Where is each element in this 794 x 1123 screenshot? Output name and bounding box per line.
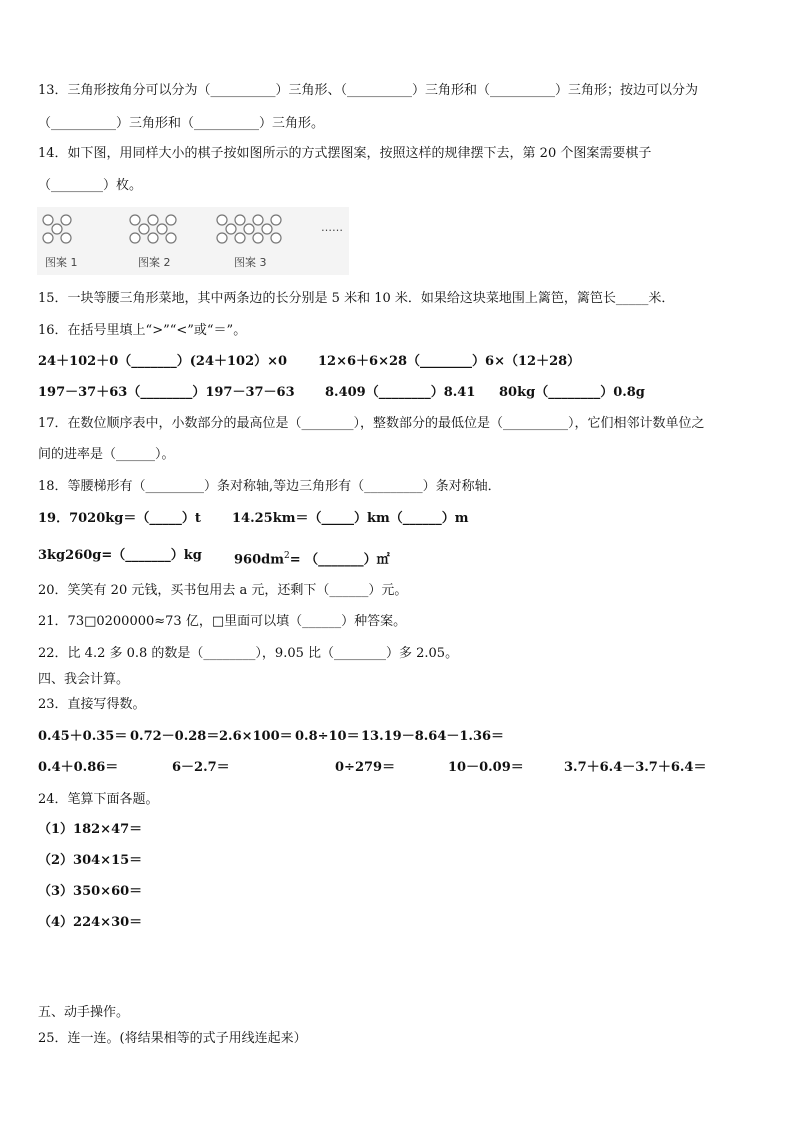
q19-convert-1: 19．7020kg＝（_____）t <box>38 511 201 526</box>
q17-line1: 17．在数位顺序表中，小数部分的最高位是（________），整数部分的最低位是（__________），它们相邻计数单位之 <box>38 416 705 431</box>
q23-item: 0.8÷10＝ <box>295 729 360 744</box>
pattern-ellipsis: …… <box>321 221 343 234</box>
q23-item: 0.4＋0.86＝ <box>38 760 119 775</box>
section-5-heading: 五、动手操作。 <box>38 1005 130 1020</box>
pattern-2-label: 图案 2 <box>138 256 171 269</box>
q23-item: 3.7＋6.4－3.7＋6.4＝ <box>564 760 707 775</box>
q14-line2: （________）枚。 <box>38 178 143 193</box>
q23-item: 2.6×100＝ <box>219 729 293 744</box>
q13-line1: 13．三角形按角分可以分为（__________）三角形、（__________）三角形和（__________）三角形；按边可以分为 <box>38 83 699 98</box>
q21-text: 21．73□0200000≈73 亿，□里面可以填（______）种答案。 <box>38 614 407 629</box>
q16-compare-3: 197－37＋63（________）197－37－63 <box>38 385 295 400</box>
q23-item: 6－2.7＝ <box>172 760 230 775</box>
q19-convert-2: 14.25km＝（_____）km（______）m <box>232 511 469 526</box>
chess-pattern-figure <box>37 207 349 275</box>
q15-text: 15．一块等腰三角形菜地，其中两条边的长分别是 5 米和 10 米．如果给这块菜地围上篱笆，篱笆长_____米． <box>38 291 675 306</box>
pattern-1-label: 图案 1 <box>45 256 78 269</box>
q24-item: （3）350×60＝ <box>38 884 143 899</box>
q16-compare-4: 8.409（________）8.41 <box>325 385 476 400</box>
q23-item: 0÷279＝ <box>335 760 396 775</box>
q23-item: 10－0.09＝ <box>448 760 524 775</box>
q19-convert-3: 3kg260g=（_______）kg <box>38 548 202 563</box>
q18-text: 18．等腰梯形有（_________）条对称轴,等边三角形有（_________）条对称轴． <box>38 479 501 494</box>
q23-item: 0.45＋0.35＝ <box>38 729 128 744</box>
q19-convert-4: $960dm^2=$ （_______）㎡ <box>234 551 390 568</box>
q23-title: 23．直接写得数。 <box>38 697 146 712</box>
q23-item: 13.19－8.64－1.36＝ <box>361 729 505 744</box>
q14-line1: 14．如下图，用同样大小的棋子按如图所示的方式摆图案，按照这样的规律摆下去，第 20 个图案需要棋子 <box>38 146 652 161</box>
section-4-heading: 四、我会计算。 <box>38 672 130 687</box>
q13-line2: （__________）三角形和（__________）三角形。 <box>38 116 325 131</box>
q16-compare-1: 24＋102＋0（_______）(24＋102）×0 <box>38 354 288 369</box>
q23-item: 0.72－0.28＝ <box>130 729 220 744</box>
q20-text: 20．笑笑有 20 元钱，买书包用去 a 元，还剩下（______）元。 <box>38 583 408 598</box>
q17-line2: 间的进率是（______）。 <box>38 447 175 462</box>
q16-title: 16．在括号里填上“>”“<”或“＝”。 <box>38 323 247 338</box>
q24-title: 24．笔算下面各题。 <box>38 792 159 807</box>
q24-item: （1）182×47＝ <box>38 822 143 837</box>
q16-compare-2: 12×6＋6×28（________）6×（12＋28） <box>318 354 581 369</box>
pattern-3-label: 图案 3 <box>234 256 267 269</box>
q24-item: （2）304×15＝ <box>38 853 143 868</box>
q25-text: 25．连一连。(将结果相等的式子用线连起来） <box>38 1031 307 1046</box>
q16-compare-5: 80kg（________）0.8g <box>499 385 645 400</box>
q22-text: 22．比 4.2 多 0.8 的数是（________），9.05 比（________）多 2.05。 <box>38 646 459 661</box>
q24-item: （4）224×30＝ <box>38 915 143 930</box>
